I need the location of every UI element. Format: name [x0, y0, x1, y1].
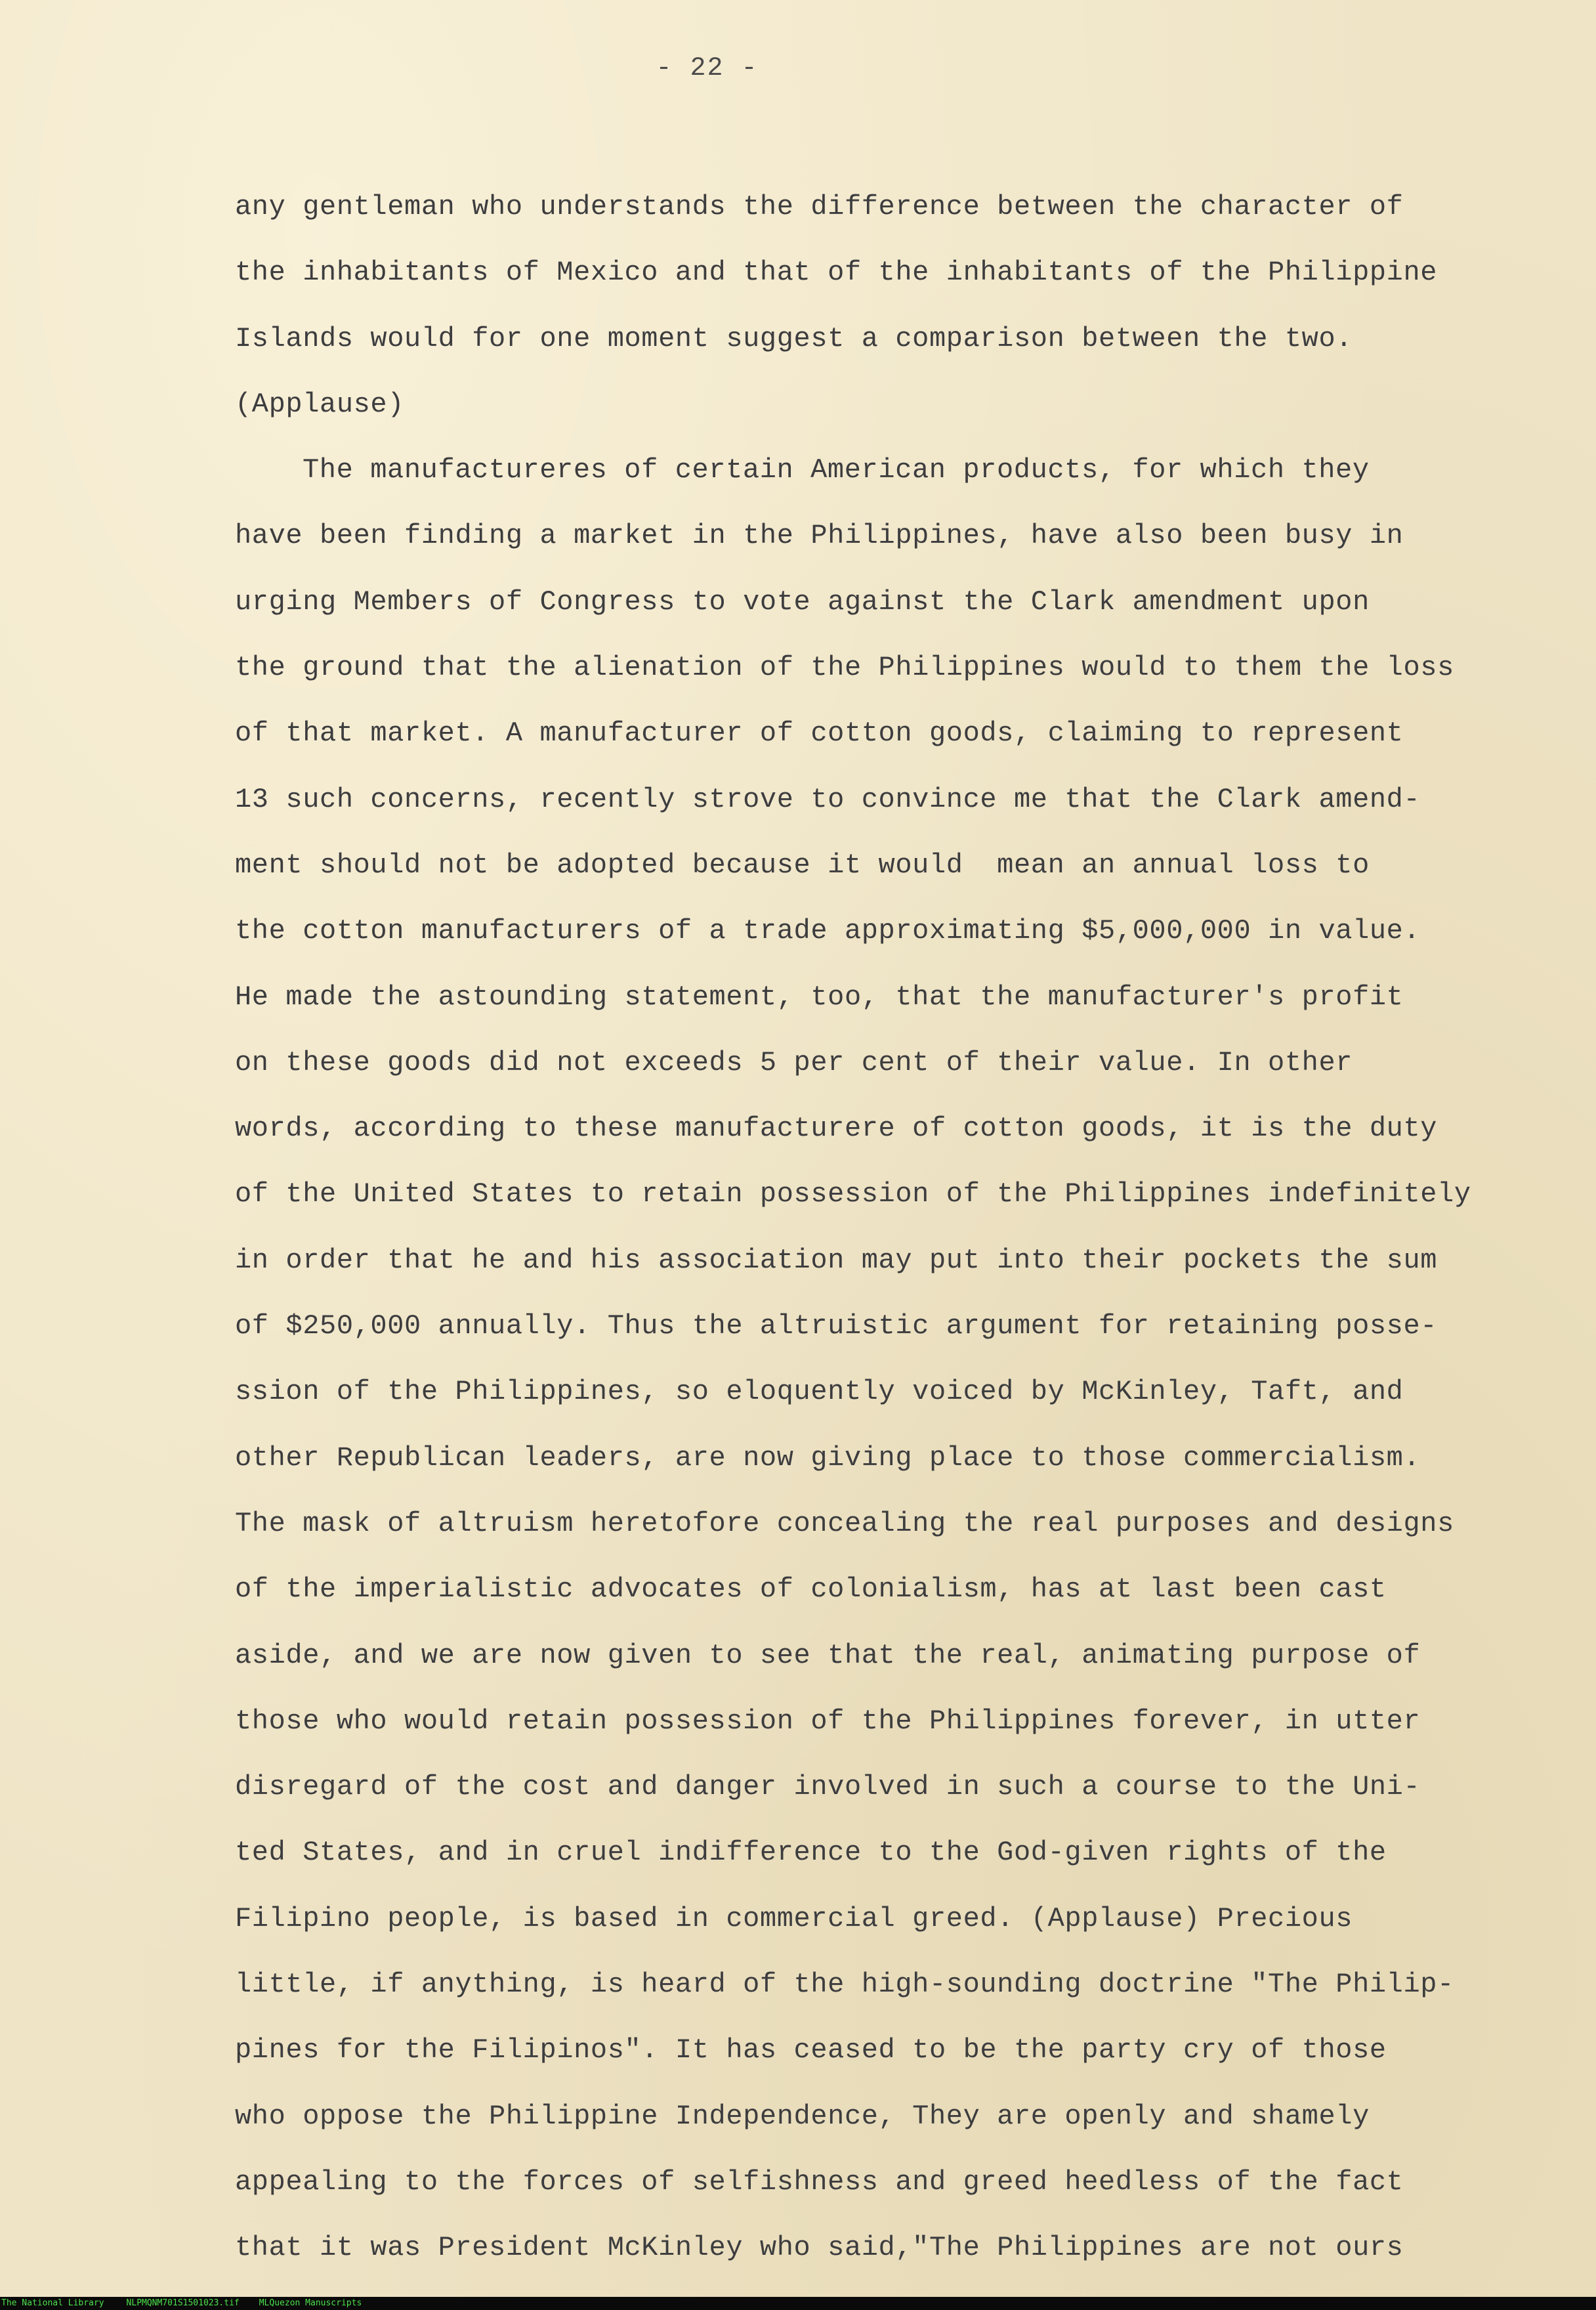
text-line: little, if anything, is heard of the high-sounding doctrine "The Philip-: [235, 1969, 1454, 2001]
text-line: in order that he and his association may put into their pockets the sum: [235, 1244, 1438, 1276]
text-line: (Applause): [235, 388, 405, 420]
text-line: of the imperialistic advocates of colonialism, has at last been cast: [235, 1573, 1387, 1606]
typed-text-body: [235, 186, 1547, 2293]
text-line: The mask of altruism heretofore concealing the real purposes and designs: [235, 1507, 1454, 1539]
text-line: Islands would for one moment suggest a comparison between the two.: [235, 322, 1353, 354]
text-line: aside, and we are now given to see that the real, animating purpose of: [235, 1639, 1421, 1671]
text-line: Filipino people, is based in commercial greed. (Applause) Precious: [235, 1902, 1353, 1935]
text-line: The manufactureres of certain American products, for which they: [303, 454, 1370, 486]
text-line: any gentleman who understands the difference between the character of: [235, 191, 1404, 223]
text-line: that it was President McKinley who said,"The Philippines are not ours: [235, 2232, 1404, 2264]
text-line: other Republican leaders, are now giving place to those commercialism.: [235, 1442, 1421, 1474]
text-line: of $250,000 annually. Thus the altruistic argument for retaining posse-: [235, 1310, 1438, 1342]
text-line: the cotton manufacturers of a trade approximating $5,000,000 in value.: [235, 915, 1421, 947]
text-line: urging Members of Congress to vote against the Clark amendment upon: [235, 586, 1370, 618]
page-number: - 22 -: [656, 54, 759, 83]
text-line: on these goods did not exceeds 5 per cent of their value. In other: [235, 1046, 1353, 1079]
text-line: ted States, and in cruel indifference to the God-given rights of the: [235, 1837, 1387, 1869]
text-line: pines for the Filipinos". It has ceased to be the party cry of those: [235, 2034, 1387, 2066]
text-line: disregard of the cost and danger involved in such a course to the Uni-: [235, 1771, 1421, 1803]
text-line: ment should not be adopted because it would mean an annual loss to: [235, 849, 1370, 881]
text-line: of that market. A manufacturer of cotton goods, claiming to represent: [235, 717, 1404, 750]
archive-footer: [0, 2297, 1596, 2310]
text-line: the inhabitants of Mexico and that of the inhabitants of the Philippine: [235, 257, 1438, 289]
footer-filename: NLPMQNM701S1501023.tif: [126, 2298, 240, 2308]
text-line: who oppose the Philippine Independence, They are openly and shamely: [235, 2100, 1370, 2132]
text-line: those who would retain possession of the Philippines forever, in utter: [235, 1705, 1421, 1737]
text-line: the ground that the alienation of the Philippines would to them the loss: [235, 652, 1454, 684]
text-line: words, according to these manufacturere of cotton goods, it is the duty: [235, 1113, 1438, 1145]
text-line: of the United States to retain possession of the Philippines indefinitely: [235, 1178, 1471, 1210]
text-line: ssion of the Philippines, so eloquently voiced by McKinley, Taft, and: [235, 1376, 1404, 1408]
footer-collection: MLQuezon Manuscripts: [259, 2298, 362, 2308]
text-line: He made the astounding statement, too, that the manufacturer's profit: [235, 981, 1404, 1013]
text-line: have been finding a market in the Philippines, have also been busy in: [235, 520, 1404, 552]
text-line: appealing to the forces of selfishness and greed heedless of the fact: [235, 2166, 1404, 2198]
footer-library: The National Library: [1, 2298, 104, 2308]
text-line: 13 such concerns, recently strove to convince me that the Clark amend-: [235, 783, 1421, 815]
